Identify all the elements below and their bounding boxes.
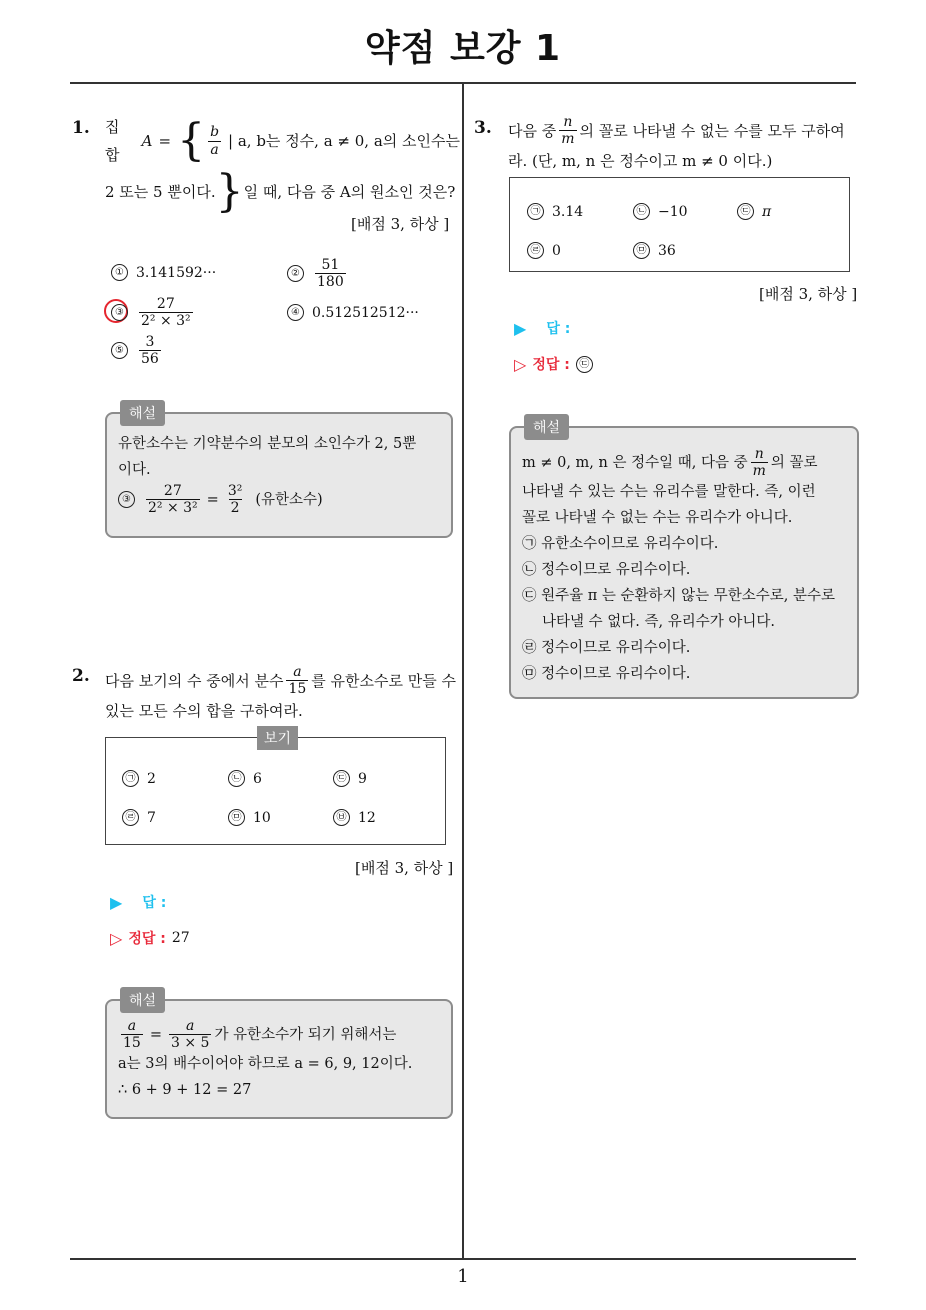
q2-bogi-box — [105, 737, 446, 845]
q1-choice-3[interactable] — [111, 296, 196, 329]
frac-den: 3 × 5 — [170, 1035, 210, 1052]
item-marker: ㉢ — [333, 770, 350, 787]
q2-item-1 — [122, 770, 156, 787]
item-value: 12 — [358, 809, 376, 826]
question-1-number: 1. — [72, 118, 90, 138]
q3-correct-line — [514, 354, 601, 374]
q3-text-post: 의 꼴로 나타낼 수 없는 수를 모두 구하여 — [579, 121, 845, 140]
choice-fraction — [139, 296, 193, 329]
question-3-number: 3. — [474, 118, 492, 138]
column-divider — [462, 84, 464, 1258]
item-value: 36 — [658, 242, 676, 259]
frac-den: 2² × 3² — [141, 313, 191, 330]
ex-line-pre: m ≠ 0, m, n 은 정수일 때, 다음 중 — [522, 454, 748, 471]
item-marker: ㉢ — [737, 203, 754, 220]
q2-explanation-label: 해설 — [120, 987, 165, 1013]
correct-label: 정답 : — [532, 357, 570, 373]
frac-num: n — [754, 446, 764, 462]
item-value: 7 — [147, 809, 156, 826]
choice-marker: ① — [111, 264, 128, 281]
q1-choice-2[interactable] — [287, 257, 349, 290]
frac-num: a — [186, 1018, 195, 1034]
q2-explanation-text — [118, 1018, 448, 1103]
choice-marker: ④ — [287, 304, 304, 321]
item-marker: ㉡ — [228, 770, 245, 787]
q1-set-a: A — [141, 132, 153, 150]
q1-text-line2: 2 또는 5 뿐이다. — [105, 183, 216, 201]
ex-line: 유한소수는 기약분수의 분모의 소인수가 2, 5뿐 — [118, 436, 417, 452]
correct-value: ㉢ — [576, 356, 593, 373]
q3-text-pre: 다음 중 — [508, 121, 557, 140]
item-marker: ㉤ — [228, 809, 245, 826]
q2-score: [배점 3, 하상 ] — [355, 859, 454, 877]
choice-value: 3.141592··· — [136, 264, 217, 281]
page-title: 약점 보강 1 — [364, 28, 562, 69]
ex-line: a는 3의 배수이어야 하므로 a = 6, 9, 12이다. — [118, 1056, 413, 1073]
ex-fraction — [169, 1018, 211, 1051]
q3-item-2 — [633, 203, 688, 220]
choice-fraction — [315, 257, 346, 290]
ex-line: ㉡ 정수이므로 유리수이다. — [522, 562, 691, 579]
q1-choice-4[interactable] — [287, 304, 419, 321]
item-value: −10 — [658, 203, 688, 220]
frac-num: 51 — [321, 257, 340, 273]
ex-eq: = — [149, 1026, 162, 1043]
question-1-text — [105, 115, 460, 218]
item-value: π — [762, 203, 772, 220]
q1-set-frac-num: b — [210, 124, 220, 141]
q1-set-frac-den: a — [210, 141, 219, 158]
ex-marker: ③ — [118, 491, 135, 508]
q3-score: [배점 3, 하상 ] — [759, 285, 858, 303]
ex-line: ∴ 6 + 9 + 12 = 27 — [118, 1082, 252, 1099]
frac-den: m — [752, 463, 766, 480]
q2-item-6 — [333, 809, 376, 826]
item-value: 9 — [358, 770, 367, 787]
item-marker: ㉣ — [527, 242, 544, 259]
q3-item-3 — [737, 203, 771, 220]
question-2-text — [105, 664, 460, 725]
q1-eq: = — [158, 132, 172, 150]
frac-den: 15 — [288, 681, 307, 698]
item-marker: ㉣ — [122, 809, 139, 826]
ex-line: 꼴로 나타낼 수 없는 수는 유리수가 아니다. — [522, 510, 793, 527]
q1-condition: | a, b는 정수, a ≠ 0, a의 소인수는 — [228, 132, 460, 150]
item-marker: ㉥ — [333, 809, 350, 826]
choice-marker: ⑤ — [111, 342, 128, 359]
frac-den: 2² × 3² — [148, 500, 198, 517]
correct-label: 정답 : — [128, 931, 166, 947]
frac-den: 15 — [123, 1035, 141, 1052]
answer-label: 답 : — [546, 321, 571, 337]
ex-line: ㉣ 정수이므로 유리수이다. — [522, 640, 691, 657]
frac-num: 27 — [156, 296, 175, 312]
q1-text-line2-post: 일 때, 다음 중 A의 원소인 것은? — [243, 183, 456, 201]
q2-fraction — [286, 664, 308, 697]
choice-marker: ③ — [111, 304, 128, 321]
ex-fraction — [146, 483, 200, 516]
ex-line: 나타낼 수 없다. 즉, 유리수가 아니다. — [542, 614, 775, 631]
q3-fraction — [559, 114, 576, 147]
choice-marker: ② — [287, 265, 304, 282]
q2-bogi-label: 보기 — [257, 726, 298, 750]
q1-explanation-text — [118, 431, 448, 516]
q1-explanation-label: 해설 — [120, 400, 165, 426]
item-value: 0 — [552, 242, 561, 259]
q3-explanation-text — [522, 446, 854, 687]
q2-item-4 — [122, 809, 156, 826]
q3-explanation-label: 해설 — [524, 414, 569, 440]
item-value: 10 — [253, 809, 271, 826]
q2-correct-line — [110, 928, 190, 948]
frac-num: a — [127, 1018, 137, 1034]
ex-fraction — [751, 446, 768, 479]
q1-choice-1[interactable] — [111, 264, 216, 281]
q1-score: [배점 3, 하상 ] — [351, 215, 450, 233]
correct-value: 27 — [171, 930, 190, 946]
question-2-number: 2. — [72, 666, 90, 686]
q3-answer-line[interactable] — [514, 318, 570, 338]
bottom-rule — [70, 1258, 856, 1260]
ex-fraction — [226, 483, 245, 516]
item-value: 2 — [147, 770, 156, 787]
choice-fraction — [139, 334, 161, 367]
ex-line: ㉢ 원주율 π 는 순환하지 않는 무한소수로, 분수로 — [522, 588, 836, 605]
q2-item-5 — [228, 809, 271, 826]
left-brace: { — [177, 115, 206, 166]
q2-item-2 — [228, 770, 262, 787]
right-brace: } — [215, 166, 244, 217]
ex-line: 이다. — [118, 462, 151, 478]
frac-num: n — [563, 114, 573, 130]
q2-text-pre: 다음 보기의 수 중에서 분수 — [105, 671, 284, 690]
ex-line-post: 가 유한소수가 되기 위해서는 — [214, 1026, 397, 1043]
triangle-outline-icon: ▷ — [514, 354, 527, 374]
frac-den: m — [561, 131, 575, 148]
item-marker: ㉤ — [633, 242, 650, 259]
ex-line-post: 의 꼴로 — [770, 454, 818, 471]
choice-value: 0.512512512··· — [312, 304, 419, 321]
q1-text-pre: 집합 — [105, 118, 120, 164]
play-icon: ▶ — [110, 892, 123, 912]
answer-label: 답 : — [142, 895, 167, 911]
item-marker: ㉠ — [122, 770, 139, 787]
q2-answer-line[interactable] — [110, 892, 166, 912]
item-marker: ㉡ — [633, 203, 650, 220]
frac-den: 180 — [317, 274, 344, 291]
ex-line: ㉠ 유한소수이므로 유리수이다. — [522, 536, 719, 553]
play-icon: ▶ — [514, 318, 527, 338]
item-value: 3.14 — [552, 203, 584, 220]
q1-set-fraction — [208, 124, 221, 157]
q2-item-3 — [333, 770, 367, 787]
ex-line: 나타낼 수 있는 수는 유리수를 말한다. 즉, 이런 — [522, 484, 816, 501]
frac-num: 27 — [163, 483, 182, 499]
ex-line-post: (유한소수) — [255, 491, 323, 508]
item-value: 6 — [253, 770, 262, 787]
frac-num: a — [293, 664, 302, 680]
page-number: 1 — [457, 1266, 469, 1287]
ex-eq: = — [206, 491, 219, 508]
q3-item-4 — [527, 242, 561, 259]
frac-num: 3² — [227, 483, 243, 499]
q1-choice-5[interactable] — [111, 334, 164, 367]
q3-text-line2: 라. (단, m, n 은 정수이고 m ≠ 0 이다.) — [508, 152, 773, 171]
triangle-outline-icon: ▷ — [110, 928, 123, 948]
q2-text-post: 를 유한소수로 만들 수 — [311, 671, 457, 690]
q3-item-1 — [527, 203, 583, 220]
q2-text-line2: 있는 모든 수의 합을 구하여라. — [105, 702, 303, 721]
item-marker: ㉠ — [527, 203, 544, 220]
frac-den: 56 — [141, 351, 159, 368]
question-3-text — [508, 114, 860, 175]
frac-num: 3 — [145, 334, 155, 350]
ex-fraction — [121, 1018, 143, 1051]
ex-line: ㉤ 정수이므로 유리수이다. — [522, 666, 691, 683]
q3-item-5 — [633, 242, 676, 259]
frac-den: 2 — [230, 500, 240, 517]
